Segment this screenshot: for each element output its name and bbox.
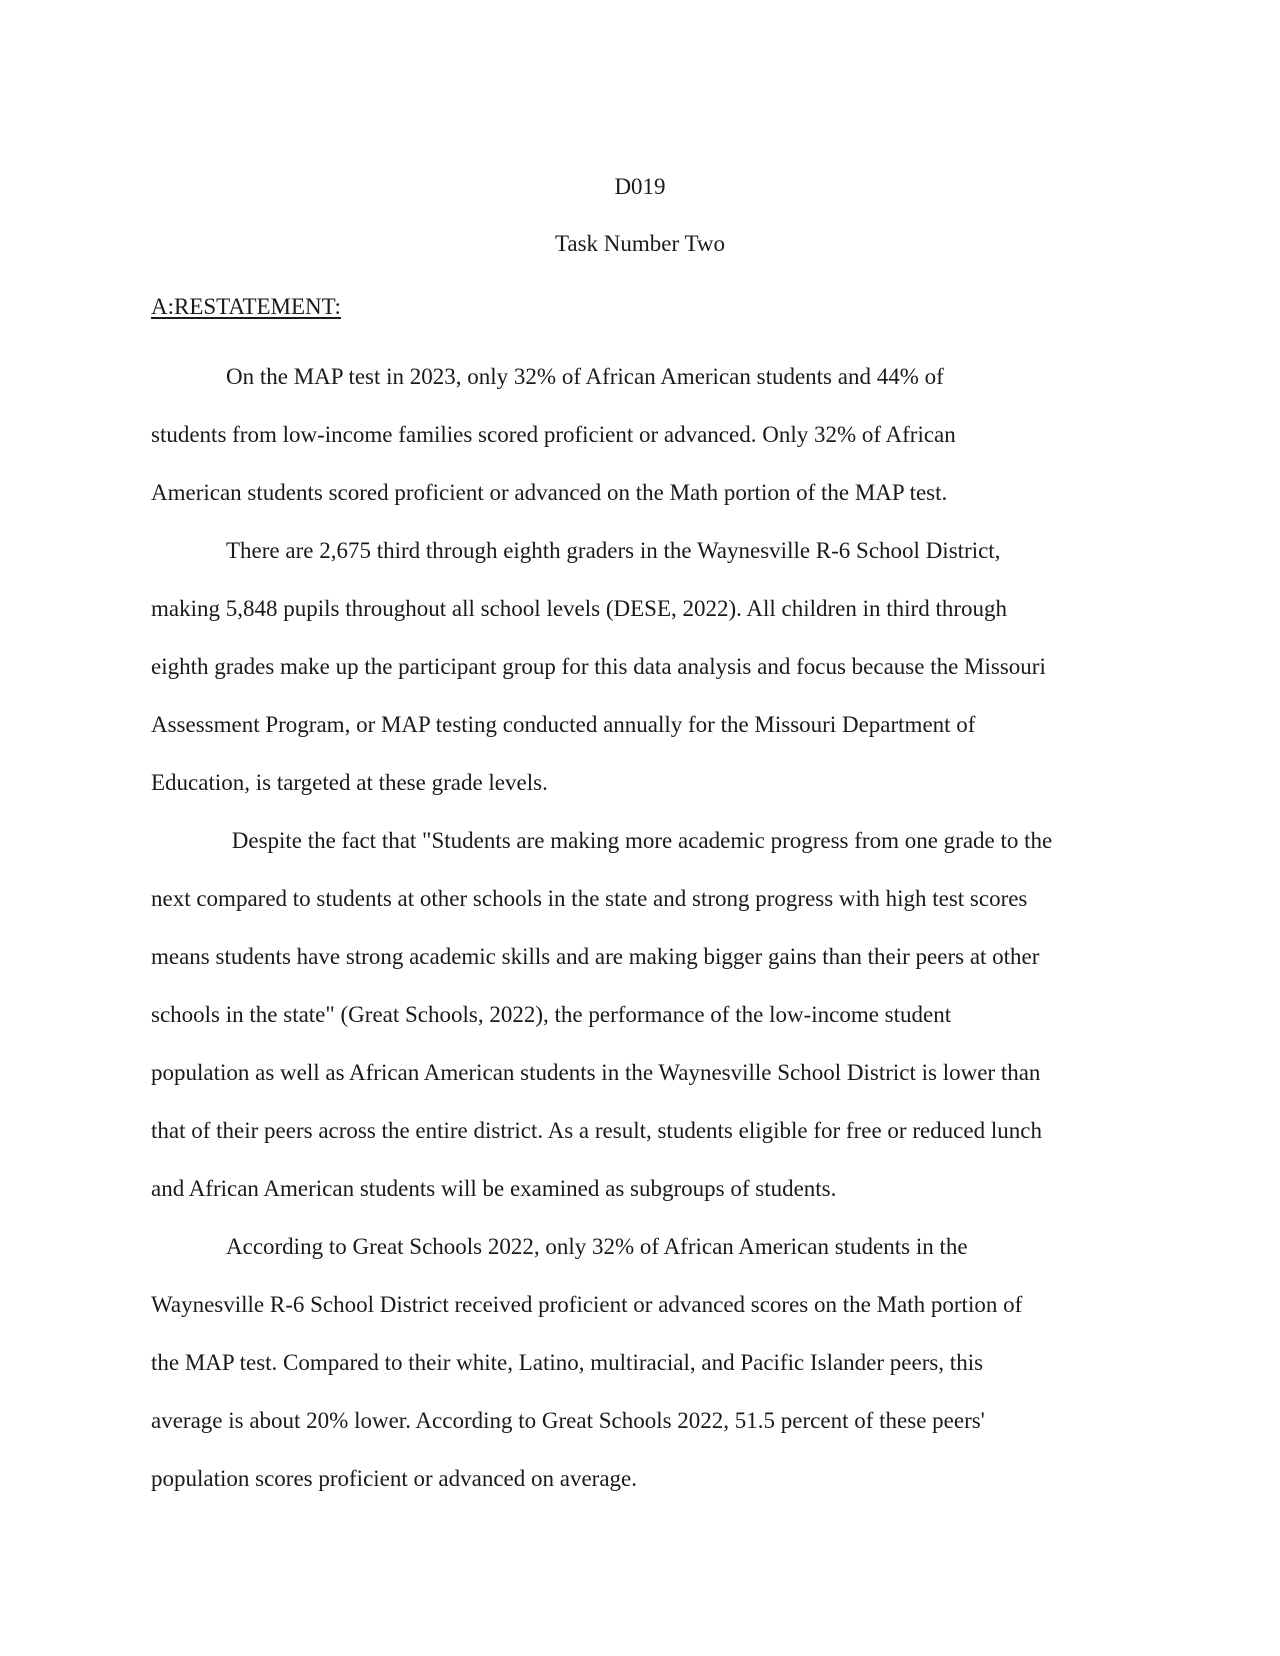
text-line: There are 2,675 third through eighth graders in the Waynesville R-6 School District, xyxy=(226,538,1001,563)
paragraph xyxy=(151,348,1131,522)
text-line: population as well as African American students in the Waynesville School District is lower than xyxy=(151,1060,1041,1085)
text-line: schools in the state" (Great Schools, 2022), the performance of the low-income student xyxy=(151,1002,952,1027)
text-line: Waynesville R-6 School District received proficient or advanced scores on the Math portion of xyxy=(151,1292,1023,1317)
paragraph xyxy=(151,1218,1131,1508)
paragraph xyxy=(151,522,1131,812)
text-line: According to Great Schools 2022, only 32% of African American students in the xyxy=(226,1234,968,1259)
text-line: and African American students will be examined as subgroups of students. xyxy=(151,1176,837,1201)
text-line: Education, is targeted at these grade levels. xyxy=(151,770,548,795)
document-body xyxy=(151,348,1131,1508)
text-line: next compared to students at other schools in the state and strong progress with high test scores xyxy=(151,886,1028,911)
text-line: On the MAP test in 2023, only 32% of African American students and 44% of xyxy=(226,364,944,389)
document-title: Task Number Two xyxy=(554,231,726,256)
section-heading: A:RESTATEMENT: xyxy=(151,294,341,319)
text-line: that of their peers across the entire district. As a result, students eligible for free or reduced lunch xyxy=(151,1118,1042,1143)
text-line: eighth grades make up the participant group for this data analysis and focus because the Missouri xyxy=(151,654,1046,679)
text-line: American students scored proficient or advanced on the Math portion of the MAP test. xyxy=(151,480,948,505)
text-line: students from low-income families scored proficient or advanced. Only 32% of African xyxy=(151,422,956,447)
text-line: making 5,848 pupils throughout all school levels (DESE, 2022). All children in third through xyxy=(151,596,1008,621)
text-line: Assessment Program, or MAP testing conducted annually for the Missouri Department of xyxy=(151,712,976,737)
text-line: the MAP test. Compared to their white, Latino, multiracial, and Pacific Islander peers, this xyxy=(151,1350,984,1375)
text-line: Despite the fact that "Students are making more academic progress from one grade to the xyxy=(226,828,1053,853)
text-line: means students have strong academic skills and are making bigger gains than their peers at other xyxy=(151,944,1040,969)
text-line: average is about 20% lower. According to Great Schools 2022, 51.5 percent of these peers' xyxy=(151,1408,985,1433)
text-line: population scores proficient or advanced on average. xyxy=(151,1466,637,1491)
document-code: D019 xyxy=(614,174,666,199)
paragraph xyxy=(151,812,1131,1218)
